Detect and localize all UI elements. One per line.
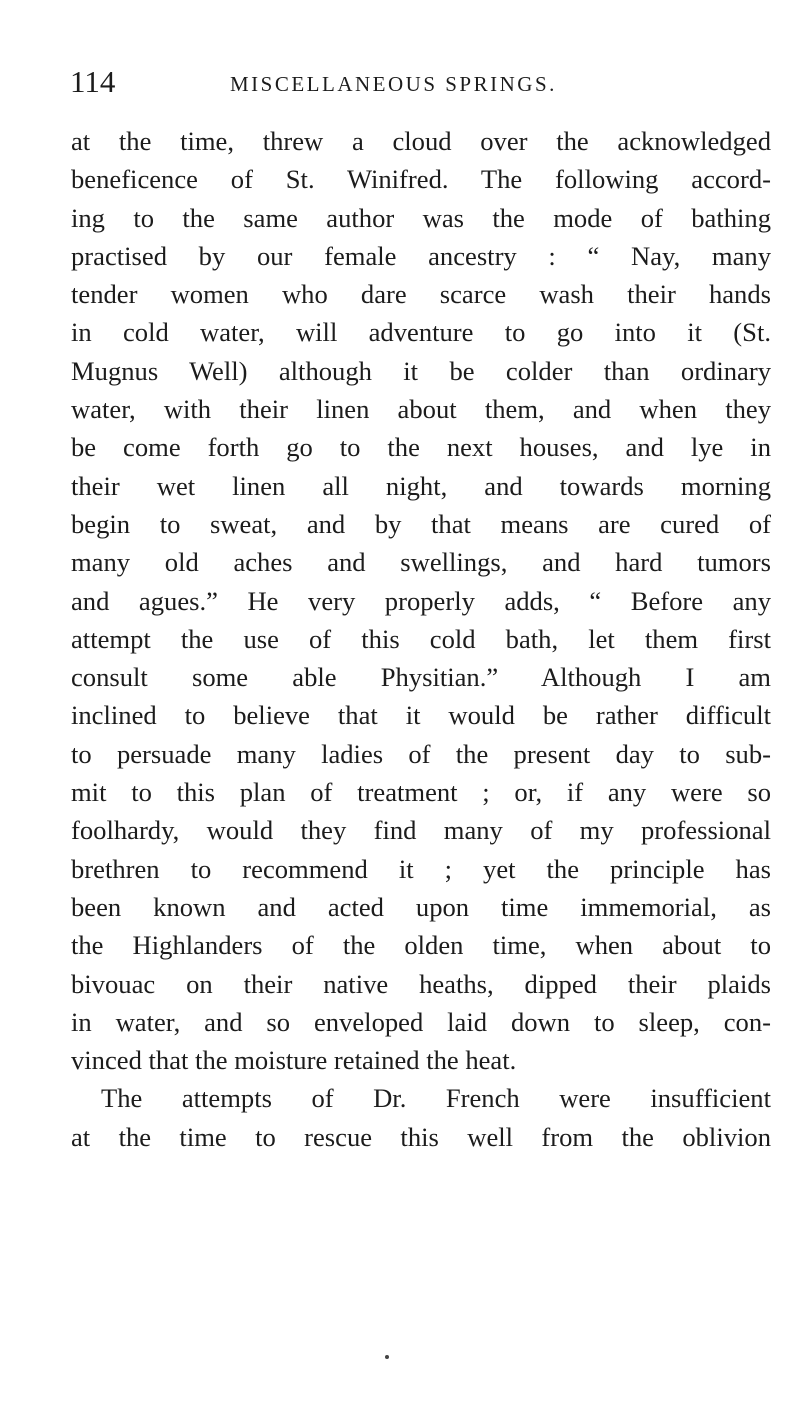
- text-line: in water, and so enveloped laid down to sleep, con-: [71, 1006, 771, 1037]
- text-line: the Highlanders of the olden time, when about to: [71, 930, 771, 961]
- ink-speck: [385, 1355, 389, 1359]
- text-line: at the time, threw a cloud over the acknowledged: [71, 126, 771, 156]
- text-line: been known and acted upon time immemorial, as: [71, 891, 771, 922]
- text-line: beneficence of St. Winifred. The following accord-: [71, 164, 771, 195]
- page-number: 114: [70, 64, 116, 99]
- text-line: bivouac on their native heaths, dipped their plaids: [71, 968, 771, 999]
- text-line: The attempts of Dr. French were insufficient: [101, 1083, 771, 1114]
- text-line: begin to sweat, and by that means are cured of: [71, 508, 771, 539]
- text-line: Mugnus Well) although it be colder than ordinary: [71, 355, 771, 386]
- text-line: mit to this plan of treatment ; or, if any were so: [71, 777, 771, 808]
- text-line: practised by our female ancestry : “ Nay, many: [71, 240, 771, 271]
- running-title: MISCELLANEOUS SPRINGS.: [230, 72, 557, 96]
- text-line: water, with their linen about them, and when they: [71, 394, 771, 425]
- text-line: attempt the use of this cold bath, let them first: [71, 623, 771, 654]
- text-line: be come forth go to the next houses, and lye in: [71, 432, 771, 463]
- text-line: many old aches and swellings, and hard tumors: [71, 547, 771, 578]
- text-line: vinced that the moisture retained the heat.: [71, 1045, 517, 1076]
- text-line: tender women who dare scarce wash their hands: [71, 279, 771, 310]
- running-head: [70, 64, 770, 104]
- text-line: in cold water, will adventure to go into it (St.: [71, 317, 771, 348]
- text-line: foolhardy, would they find many of my professional: [71, 815, 771, 846]
- text-line: brethren to recommend it ; yet the principle has: [71, 853, 771, 884]
- text-line: their wet linen all night, and towards morning: [71, 470, 771, 501]
- text-line: consult some able Physitian.” Although I am: [71, 662, 771, 693]
- text-line: inclined to believe that it would be rather difficult: [71, 700, 771, 731]
- text-line: to persuade many ladies of the present day to sub-: [71, 738, 771, 769]
- text-line: and agues.” He very properly adds, “ Before any: [71, 585, 771, 616]
- text-line: at the time to rescue this well from the oblivion: [71, 1121, 771, 1152]
- body-text: [71, 122, 771, 1156]
- text-line: ing to the same author was the mode of bathing: [71, 202, 771, 233]
